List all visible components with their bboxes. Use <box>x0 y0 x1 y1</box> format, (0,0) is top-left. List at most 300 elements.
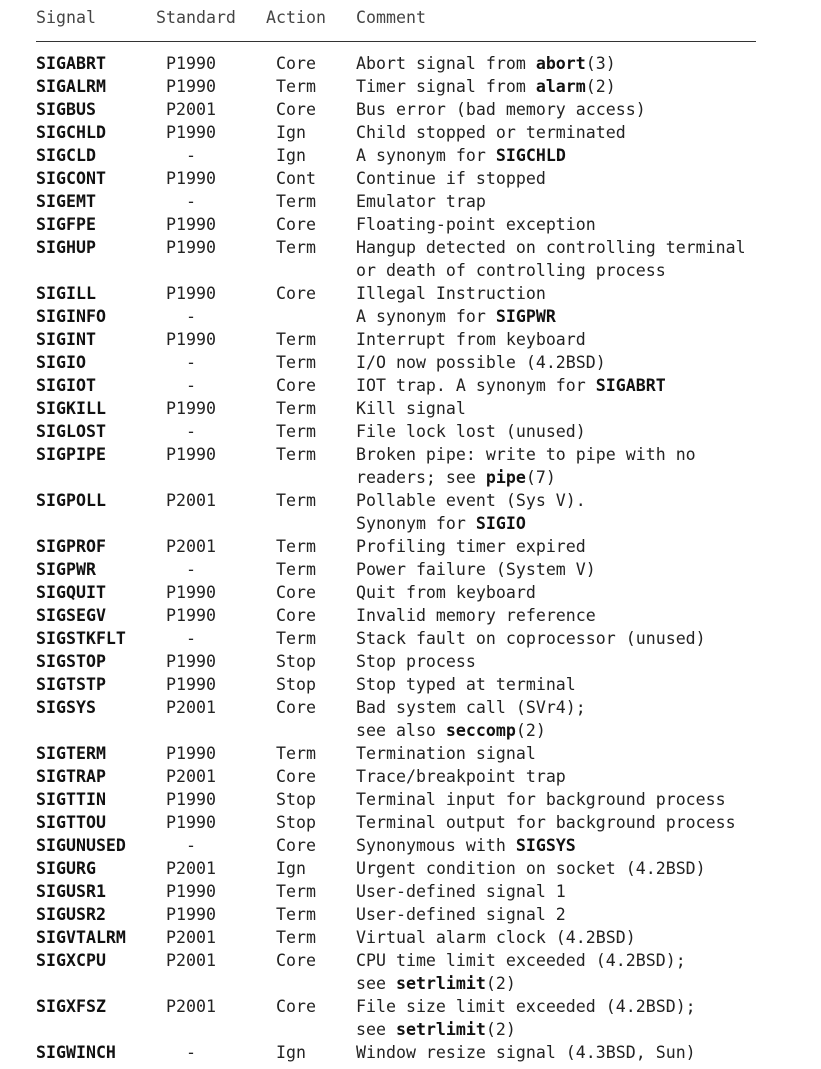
signal-standard: P1990 <box>166 744 216 763</box>
signal-name: SIGTSTP <box>36 675 106 694</box>
signal-name: SIGSEGV <box>36 606 106 625</box>
signal-standard: P1990 <box>166 675 216 694</box>
signal-standard: - <box>186 353 196 372</box>
signal-name: SIGTERM <box>36 744 106 763</box>
signal-comment <box>356 328 586 351</box>
signal-action: Cont <box>276 169 316 188</box>
comment-line <box>356 259 746 282</box>
table-row <box>0 282 821 305</box>
comment-line <box>356 75 616 98</box>
comment-text: Pollable event (Sys V). <box>356 491 586 510</box>
signal-comment <box>356 650 476 673</box>
signal-name: SIGTRAP <box>36 767 106 786</box>
comment-text: Broken pipe: write to pipe with no <box>356 445 696 464</box>
comment-text: Window resize signal (4.3BSD, Sun) <box>356 1043 696 1062</box>
comment-text: Invalid memory reference <box>356 606 596 625</box>
table-row <box>0 581 821 604</box>
signal-action: Core <box>276 836 316 855</box>
comment-text: Timer signal from <box>356 77 536 96</box>
header-comment: Comment <box>356 8 426 27</box>
table-row <box>0 696 821 742</box>
signal-name: SIGINFO <box>36 307 106 326</box>
signal-action: Core <box>276 951 316 970</box>
comment-line <box>356 995 696 1018</box>
signal-action: Ign <box>276 1043 306 1062</box>
signal-name: SIGTTOU <box>36 813 106 832</box>
signal-action: Stop <box>276 790 316 809</box>
comment-text: Urgent condition on socket (4.2BSD) <box>356 859 706 878</box>
comment-text: Terminal output for background process <box>356 813 736 832</box>
signal-comment <box>356 696 586 742</box>
signal-name: SIGUSR1 <box>36 882 106 901</box>
signal-comment <box>356 834 576 857</box>
signal-name: SIGSYS <box>36 698 96 717</box>
signal-standard: - <box>186 560 196 579</box>
signal-action: Core <box>276 215 316 234</box>
comment-line <box>356 811 736 834</box>
signal-standard: P1990 <box>166 790 216 809</box>
signal-comment <box>356 535 586 558</box>
signal-standard: P1990 <box>166 123 216 142</box>
comment-text: (2) <box>515 721 546 740</box>
comment-text: Bad system call (SVr4); <box>356 698 586 717</box>
signal-comment <box>356 581 536 604</box>
table-row <box>0 903 821 926</box>
table-row <box>0 627 821 650</box>
table-row <box>0 305 821 328</box>
comment-line <box>356 673 576 696</box>
signal-standard: P1990 <box>166 77 216 96</box>
comment-line <box>356 328 586 351</box>
signal-standard: P2001 <box>166 698 216 717</box>
comment-text: Stop process <box>356 652 476 671</box>
comment-line <box>356 742 536 765</box>
comment-line <box>356 604 596 627</box>
signal-name: SIGXCPU <box>36 951 106 970</box>
table-row <box>0 443 821 489</box>
table-row <box>0 121 821 144</box>
comment-text: (7) <box>525 468 556 487</box>
table-row <box>0 742 821 765</box>
table-row <box>0 949 821 995</box>
signal-action: Term <box>276 629 316 648</box>
comment-text: Synonym for <box>356 514 476 533</box>
comment-reference: SIGABRT <box>595 376 666 395</box>
table-row <box>0 328 821 351</box>
comment-text: User-defined signal 2 <box>356 905 566 924</box>
comment-line <box>356 972 686 995</box>
signal-name: SIGILL <box>36 284 96 303</box>
signal-standard: P2001 <box>166 537 216 556</box>
table-row <box>0 650 821 673</box>
signal-action: Term <box>276 77 316 96</box>
comment-text: (2) <box>485 974 516 993</box>
signal-standard: P1990 <box>166 813 216 832</box>
signal-action: Ign <box>276 859 306 878</box>
signal-name: SIGUSR2 <box>36 905 106 924</box>
signal-comment <box>356 282 546 305</box>
signal-action: Core <box>276 284 316 303</box>
comment-reference: SIGPWR <box>495 307 556 326</box>
header-divider <box>36 41 756 42</box>
signal-comment <box>356 673 576 696</box>
table-row <box>0 834 821 857</box>
signal-comment <box>356 489 586 535</box>
signal-name: SIGWINCH <box>36 1043 116 1062</box>
table-row <box>0 213 821 236</box>
signal-standard: P2001 <box>166 859 216 878</box>
comment-text: Continue if stopped <box>356 169 546 188</box>
comment-reference: abort <box>535 54 586 73</box>
signal-standard: P1990 <box>166 238 216 257</box>
comment-text: see <box>356 974 396 993</box>
comment-text: readers; see <box>356 468 486 487</box>
comment-line <box>356 489 586 512</box>
comment-line <box>356 420 586 443</box>
comment-text: Floating-point exception <box>356 215 596 234</box>
signal-standard: - <box>186 1043 196 1062</box>
comment-text: Interrupt from keyboard <box>356 330 586 349</box>
signal-comment <box>356 627 706 650</box>
signal-standard: - <box>186 192 196 211</box>
signal-standard: P2001 <box>166 767 216 786</box>
signal-name: SIGSTKFLT <box>36 629 126 648</box>
signal-comment <box>356 558 596 581</box>
comment-line <box>356 719 586 742</box>
table-row <box>0 167 821 190</box>
comment-line <box>356 98 646 121</box>
comment-text: Termination signal <box>356 744 536 763</box>
comment-line <box>356 443 696 466</box>
comment-text: (2) <box>485 1020 516 1039</box>
signal-name: SIGCHLD <box>36 123 106 142</box>
comment-line <box>356 558 596 581</box>
signal-action: Stop <box>276 813 316 832</box>
signal-name: SIGTTIN <box>36 790 106 809</box>
signal-comment <box>356 811 736 834</box>
comment-text: Hangup detected on controlling terminal <box>356 238 746 257</box>
signal-comment <box>356 144 566 167</box>
signal-action: Core <box>276 583 316 602</box>
signal-comment <box>356 121 626 144</box>
signal-standard: P1990 <box>166 882 216 901</box>
comment-text: CPU time limit exceeded (4.2BSD); <box>356 951 686 970</box>
header-standard: Standard <box>156 8 236 27</box>
comment-line <box>356 512 586 535</box>
comment-reference: seccomp <box>445 721 516 740</box>
signal-action: Core <box>276 698 316 717</box>
comment-line <box>356 121 626 144</box>
signal-action: Core <box>276 606 316 625</box>
comment-line <box>356 535 586 558</box>
comment-line <box>356 167 546 190</box>
comment-reference: SIGSYS <box>515 836 576 855</box>
signal-action: Ign <box>276 123 306 142</box>
comment-text: Child stopped or terminated <box>356 123 626 142</box>
signal-standard: P1990 <box>166 445 216 464</box>
signal-standard: - <box>186 629 196 648</box>
signal-action: Term <box>276 560 316 579</box>
signal-name: SIGPIPE <box>36 445 106 464</box>
comment-line <box>356 627 706 650</box>
comment-line <box>356 696 586 719</box>
signal-standard: P1990 <box>166 330 216 349</box>
signal-name: SIGUNUSED <box>36 836 126 855</box>
comment-text: IOT trap. A synonym for <box>356 376 596 395</box>
table-row <box>0 604 821 627</box>
signal-name: SIGIO <box>36 353 86 372</box>
comment-text: A synonym for <box>356 146 496 165</box>
table-row <box>0 535 821 558</box>
table-row <box>0 75 821 98</box>
table-row <box>0 558 821 581</box>
comment-text: Synonymous with <box>356 836 516 855</box>
signal-standard: - <box>186 376 196 395</box>
signal-standard: P1990 <box>166 169 216 188</box>
comment-reference: setrlimit <box>395 974 486 993</box>
table-row <box>0 351 821 374</box>
signal-comment <box>356 995 696 1041</box>
comment-text: Emulator trap <box>356 192 486 211</box>
table-row <box>0 420 821 443</box>
signal-name: SIGPWR <box>36 560 96 579</box>
comment-line <box>356 1018 696 1041</box>
comment-text: Bus error (bad memory access) <box>356 100 646 119</box>
comment-text: (3) <box>585 54 616 73</box>
signal-standard: - <box>186 422 196 441</box>
comment-reference: alarm <box>535 77 586 96</box>
signal-standard: P1990 <box>166 606 216 625</box>
signal-comment <box>356 742 536 765</box>
signal-action: Term <box>276 744 316 763</box>
comment-text: see <box>356 1020 396 1039</box>
comment-line <box>356 880 566 903</box>
signal-action: Term <box>276 905 316 924</box>
signal-action: Stop <box>276 652 316 671</box>
signal-name: SIGXFSZ <box>36 997 106 1016</box>
signal-name: SIGLOST <box>36 422 106 441</box>
comment-line <box>356 581 536 604</box>
comment-line <box>356 190 486 213</box>
signal-comment <box>356 604 596 627</box>
comment-text: Illegal Instruction <box>356 284 546 303</box>
signal-name: SIGINT <box>36 330 96 349</box>
signal-action: Term <box>276 353 316 372</box>
comment-text: Virtual alarm clock (4.2BSD) <box>356 928 636 947</box>
signal-comment <box>356 857 706 880</box>
comment-reference: SIGIO <box>475 514 526 533</box>
comment-reference: SIGCHLD <box>495 146 566 165</box>
signal-comment <box>356 52 616 75</box>
comment-line <box>356 949 686 972</box>
signal-name: SIGQUIT <box>36 583 106 602</box>
comment-line <box>356 305 556 328</box>
comment-text: Terminal input for background process <box>356 790 726 809</box>
signal-standard: P2001 <box>166 951 216 970</box>
comment-line <box>356 236 746 259</box>
signal-name: SIGALRM <box>36 77 106 96</box>
signal-name: SIGFPE <box>36 215 96 234</box>
comment-text: see also <box>356 721 446 740</box>
signal-standard: - <box>186 836 196 855</box>
signal-action: Term <box>276 882 316 901</box>
comment-line <box>356 351 606 374</box>
comment-line <box>356 213 596 236</box>
comment-text: Profiling timer expired <box>356 537 586 556</box>
signal-action: Term <box>276 928 316 947</box>
signal-comment <box>356 397 466 420</box>
signal-comment <box>356 1041 696 1064</box>
signal-action: Core <box>276 997 316 1016</box>
signal-action: Term <box>276 238 316 257</box>
comment-text: User-defined signal 1 <box>356 882 566 901</box>
comment-text: Stack fault on coprocessor (unused) <box>356 629 706 648</box>
signal-comment <box>356 98 646 121</box>
table-row <box>0 880 821 903</box>
signal-action: Term <box>276 537 316 556</box>
signal-name: SIGPOLL <box>36 491 106 510</box>
comment-line <box>356 650 476 673</box>
signal-name: SIGPROF <box>36 537 106 556</box>
comment-line <box>356 397 466 420</box>
comment-line <box>356 834 576 857</box>
signal-name: SIGCONT <box>36 169 106 188</box>
signal-comment <box>356 788 726 811</box>
signal-name: SIGCLD <box>36 146 96 165</box>
signal-action: Core <box>276 100 316 119</box>
table-row <box>0 926 821 949</box>
comment-text: Stop typed at terminal <box>356 675 576 694</box>
signal-table <box>0 52 821 1064</box>
signal-comment <box>356 420 586 443</box>
signal-standard: P2001 <box>166 491 216 510</box>
table-row <box>0 995 821 1041</box>
comment-line <box>356 788 726 811</box>
signal-comment <box>356 949 686 995</box>
comment-text: Abort signal from <box>356 54 536 73</box>
signal-action: Term <box>276 445 316 464</box>
signal-comment <box>356 880 566 903</box>
signal-comment <box>356 167 546 190</box>
signal-name: SIGHUP <box>36 238 96 257</box>
signal-standard: P2001 <box>166 997 216 1016</box>
comment-text: Power failure (System V) <box>356 560 596 579</box>
signal-comment <box>356 305 556 328</box>
signal-standard: P2001 <box>166 100 216 119</box>
signal-standard: P1990 <box>166 399 216 418</box>
table-row <box>0 236 821 282</box>
signal-name: SIGBUS <box>36 100 96 119</box>
signal-name: SIGIOT <box>36 376 96 395</box>
comment-line <box>356 1041 696 1064</box>
comment-reference: pipe <box>485 468 526 487</box>
signal-comment <box>356 926 636 949</box>
signal-name: SIGURG <box>36 859 96 878</box>
table-row <box>0 190 821 213</box>
table-row <box>0 397 821 420</box>
signal-comment <box>356 190 486 213</box>
signal-comment <box>356 75 616 98</box>
comment-text: Trace/breakpoint trap <box>356 767 566 786</box>
comment-line <box>356 903 566 926</box>
signal-action: Core <box>276 54 316 73</box>
comment-text: (2) <box>585 77 616 96</box>
signal-comment <box>356 903 566 926</box>
signal-comment <box>356 213 596 236</box>
comment-line <box>356 374 666 397</box>
table-header <box>0 8 821 30</box>
signal-action: Stop <box>276 675 316 694</box>
signal-comment <box>356 374 666 397</box>
signal-action: Core <box>276 767 316 786</box>
signal-action: Term <box>276 330 316 349</box>
signal-action: Term <box>276 491 316 510</box>
signal-name: SIGEMT <box>36 192 96 211</box>
signal-standard: P1990 <box>166 54 216 73</box>
table-row <box>0 52 821 75</box>
comment-text: File size limit exceeded (4.2BSD); <box>356 997 696 1016</box>
signal-comment <box>356 443 696 489</box>
comment-text: Quit from keyboard <box>356 583 536 602</box>
table-row <box>0 811 821 834</box>
comment-text: I/O now possible (4.2BSD) <box>356 353 606 372</box>
table-row <box>0 1041 821 1064</box>
signal-action: Term <box>276 399 316 418</box>
comment-line <box>356 857 706 880</box>
signal-standard: P1990 <box>166 905 216 924</box>
signal-comment <box>356 765 566 788</box>
signal-standard: - <box>186 146 196 165</box>
signal-action: Term <box>276 192 316 211</box>
signal-name: SIGKILL <box>36 399 106 418</box>
table-row <box>0 489 821 535</box>
comment-line <box>356 926 636 949</box>
header-signal: Signal <box>36 8 96 27</box>
header-action: Action <box>266 8 326 27</box>
signal-standard: P2001 <box>166 928 216 947</box>
comment-line <box>356 765 566 788</box>
comment-line <box>356 282 546 305</box>
signal-standard: P1990 <box>166 284 216 303</box>
comment-line <box>356 52 616 75</box>
signal-standard: P1990 <box>166 652 216 671</box>
table-row <box>0 98 821 121</box>
table-row <box>0 765 821 788</box>
signal-standard: - <box>186 307 196 326</box>
table-row <box>0 673 821 696</box>
table-row <box>0 857 821 880</box>
comment-text: or death of controlling process <box>356 261 666 280</box>
signal-name: SIGSTOP <box>36 652 106 671</box>
comment-reference: setrlimit <box>395 1020 486 1039</box>
signal-action: Core <box>276 376 316 395</box>
comment-line <box>356 144 566 167</box>
signal-standard: P1990 <box>166 215 216 234</box>
signal-comment <box>356 236 746 282</box>
table-row <box>0 788 821 811</box>
signal-standard: P1990 <box>166 583 216 602</box>
signal-comment <box>356 351 606 374</box>
signal-name: SIGABRT <box>36 54 106 73</box>
comment-text: File lock lost (unused) <box>356 422 586 441</box>
comment-text: Kill signal <box>356 399 466 418</box>
comment-text: A synonym for <box>356 307 496 326</box>
signal-name: SIGVTALRM <box>36 928 126 947</box>
comment-line <box>356 466 696 489</box>
table-row <box>0 374 821 397</box>
signal-action: Ign <box>276 146 306 165</box>
table-row <box>0 144 821 167</box>
